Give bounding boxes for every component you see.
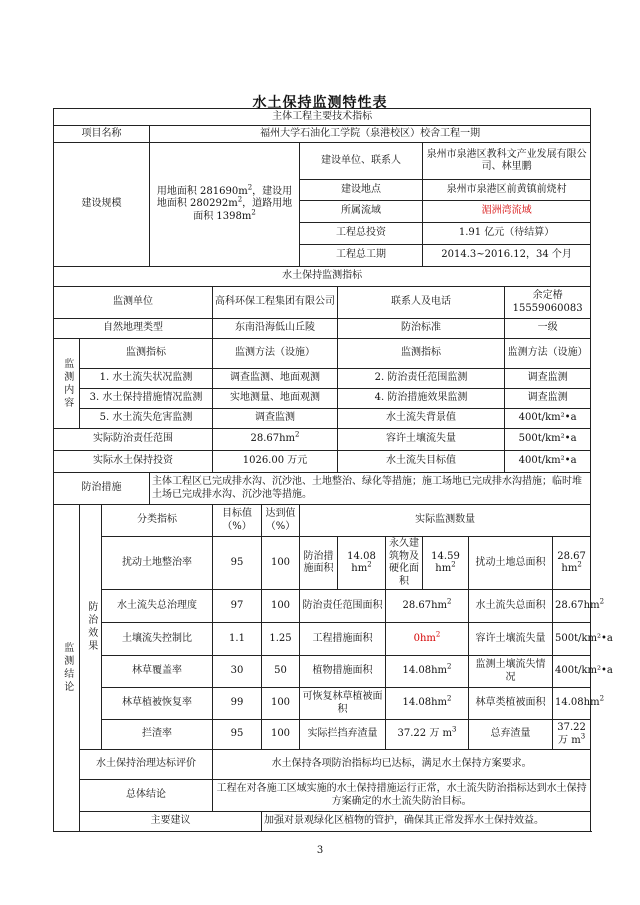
basin-value: 湄洲湾流域 [423, 201, 591, 223]
method-2: 调查监测 [505, 369, 591, 389]
row-b-value: 14.59 $hm^2$ [423, 537, 469, 590]
row-b-label: 林草类植被面积 [469, 688, 553, 720]
allow-value: 500t/km²•a [505, 429, 591, 451]
indicator-2: 2. 防治责任范围监测 [338, 369, 505, 389]
target-label: 水土流失目标值 [338, 451, 505, 473]
allow-label: 容许土壤流失量 [338, 429, 505, 451]
conclusion-label: 监测结论 [54, 505, 80, 832]
investment-label: 实际水土保持投资 [54, 451, 213, 473]
row-a-value: 14.08 $hm^2$ [338, 537, 386, 590]
actual-header: 实际监测数量 [300, 505, 591, 537]
scale-label: 建设规模 [54, 143, 150, 267]
contact-label: 联系人及电话 [338, 287, 505, 319]
category-header: 分类指标 [102, 505, 213, 537]
background-value: 400t/km²•a [505, 409, 591, 429]
invest-value: 1.91 亿元（待结算） [423, 223, 591, 245]
measures-label: 防治措施 [54, 473, 150, 505]
row-a-value: 37.22 万 $m^3$ [386, 720, 469, 750]
monitor-unit-label: 监测单位 [54, 287, 213, 319]
effect-label: 防治效果 [80, 505, 102, 750]
unit-value: 泉州市泉港区教科文产业发展有限公司、林里鹏 [423, 143, 591, 180]
section-monitor-header: 水土保持监测指标 [54, 267, 591, 287]
indicator-header: 监测指标 [80, 339, 213, 369]
resp-label: 实际防治责任范围 [54, 429, 213, 451]
method-header: 监测方法（设施） [213, 339, 338, 369]
page-title: 水土保持监测特性表 [252, 95, 388, 111]
row-goal: 97 [213, 590, 262, 623]
row-a-label: 可恢复林草植被面积 [300, 688, 386, 720]
row-b-value: 500t/km²•a [553, 623, 591, 656]
row-b-label: 永久建筑物及硬化面积 [386, 537, 423, 590]
row-name: 扰动土地整治率 [102, 537, 213, 590]
method-3: 实地测量、地面观测 [213, 389, 338, 409]
row-goal: 95 [213, 720, 262, 750]
table-row [54, 590, 591, 623]
advice-label: 主要建议 [80, 812, 262, 832]
row-b-value: $28.67hm^2$ [553, 590, 591, 623]
project-name-label: 项目名称 [54, 126, 150, 143]
row-b-label: 总弃渣量 [469, 720, 553, 750]
row-b-label: 容许土壤流失量 [469, 623, 553, 656]
row-a-label: 防治责任范围面积 [300, 590, 386, 623]
row-reach: 100 [262, 537, 300, 590]
row-a-label: 工程措施面积 [300, 623, 386, 656]
row-name: 林草覆盖率 [102, 656, 213, 688]
row-reach: 1.25 [262, 623, 300, 656]
goal-header: 目标值（%） [213, 505, 262, 537]
row-goal: 95 [213, 537, 262, 590]
project-name-value: 福州大学石油化工学院（泉港校区）校舍工程一期 [150, 126, 591, 143]
row-reach: 100 [262, 688, 300, 720]
geo-label: 自然地理类型 [54, 319, 213, 339]
method-header-2: 监测方法（设施） [505, 339, 591, 369]
resp-value: $28.67hm^2$ [213, 429, 338, 451]
monitoring-feature-table [53, 108, 613, 832]
row-a-value: $14.08hm^2$ [386, 688, 469, 720]
section-main-header: 主体工程主要技术指标 [54, 109, 591, 126]
table-row [54, 688, 591, 720]
method-4: 调查监测 [505, 389, 591, 409]
table-row [54, 623, 591, 656]
row-name: 土壤流失控制比 [102, 623, 213, 656]
row-a-value: $0hm^2$ [386, 623, 469, 656]
reach-header: 达到值（%） [262, 505, 300, 537]
row-c-value: 28.67 $hm^2$ [553, 537, 591, 590]
page-number: 3 [316, 845, 324, 856]
indicator-3: 3. 水土保持措施情况监测 [80, 389, 213, 409]
row-a-value: $28.67hm^2$ [386, 590, 469, 623]
period-value: 2014.3~2016.12，34 个月 [423, 245, 591, 267]
evaluation-label: 水土保持治理达标评价 [80, 750, 213, 780]
table-row [54, 720, 591, 750]
method-1: 调查监测、地面观测 [213, 369, 338, 389]
invest-label: 工程总投资 [300, 223, 423, 245]
row-name: 水土流失总治理度 [102, 590, 213, 623]
background-label: 水土流失背景值 [338, 409, 505, 429]
row-reach: 100 [262, 720, 300, 750]
period-label: 工程总工期 [300, 245, 423, 267]
row-goal: 30 [213, 656, 262, 688]
content-label: 监测内容 [54, 339, 80, 429]
row-a-label: 植物措施面积 [300, 656, 386, 688]
table-row [54, 656, 591, 688]
row-a-value: $14.08hm^2$ [386, 656, 469, 688]
indicator-5: 5. 水土流失危害监测 [80, 409, 213, 429]
row-c-label: 扰动土地总面积 [469, 537, 553, 590]
advice-value: 加强对景观绿化区植物的管护，确保其正常发挥水土保持效益。 [262, 812, 591, 832]
investment-value: 1026.00 万元 [213, 451, 338, 473]
indicator-4: 4. 防治措施效果监测 [338, 389, 505, 409]
target-value: 400t/km²•a [505, 451, 591, 473]
unit-label: 建设单位、联系人 [300, 143, 423, 180]
std-value: 一级 [505, 319, 591, 339]
contact-value: 余定椿 15559060083 [505, 287, 591, 319]
scale-value: 用地面积 $281690m^2$，建设用地面积 $280292m^2$，道路用地面积 $1398m^2$ [150, 143, 300, 267]
row-reach: 50 [262, 656, 300, 688]
row-b-value: 400t/km²•a [553, 656, 591, 688]
overall-label: 总体结论 [80, 780, 213, 812]
geo-value: 东南沿海低山丘陵 [213, 319, 338, 339]
indicator-1: 1. 水土流失状况监测 [80, 369, 213, 389]
measures-value: 主体工程区已完成排水沟、沉沙池、土地整治、绿化等措施；施工场地已完成排水沟措施；临时堆土场已完成排水沟、沉沙池等措施。 [150, 473, 591, 505]
row-name: 拦渣率 [102, 720, 213, 750]
row-goal: 99 [213, 688, 262, 720]
row-b-label: 水土流失总面积 [469, 590, 553, 623]
table-row [54, 537, 591, 590]
row-b-value: $14.08hm^2$ [553, 688, 591, 720]
indicator-header-2: 监测指标 [338, 339, 505, 369]
row-goal: 1.1 [213, 623, 262, 656]
location-value: 泉州市泉港区前黄镇前烧村 [423, 180, 591, 201]
row-reach: 100 [262, 590, 300, 623]
row-b-value: 37.22 万 $m^3$ [553, 720, 591, 750]
row-name: 林草植被恢复率 [102, 688, 213, 720]
basin-label: 所属流域 [300, 201, 423, 223]
monitor-unit-value: 高科环保工程集团有限公司 [213, 287, 338, 319]
overall-value: 工程在对各施工区域实施的水土保持措施运行正常，水土流失防治指标达到水土保持方案确定的水土流失防治目标。 [213, 780, 591, 812]
row-a-label: 防治措施面积 [300, 537, 338, 590]
evaluation-value: 水土保持各项防治指标均已达标，满足水土保持方案要求。 [213, 750, 591, 780]
location-label: 建设地点 [300, 180, 423, 201]
row-b-label: 监测土壤流失情况 [469, 656, 553, 688]
row-a-label: 实际拦挡弃渣量 [300, 720, 386, 750]
std-label: 防治标准 [338, 319, 505, 339]
method-5: 调查监测 [213, 409, 338, 429]
